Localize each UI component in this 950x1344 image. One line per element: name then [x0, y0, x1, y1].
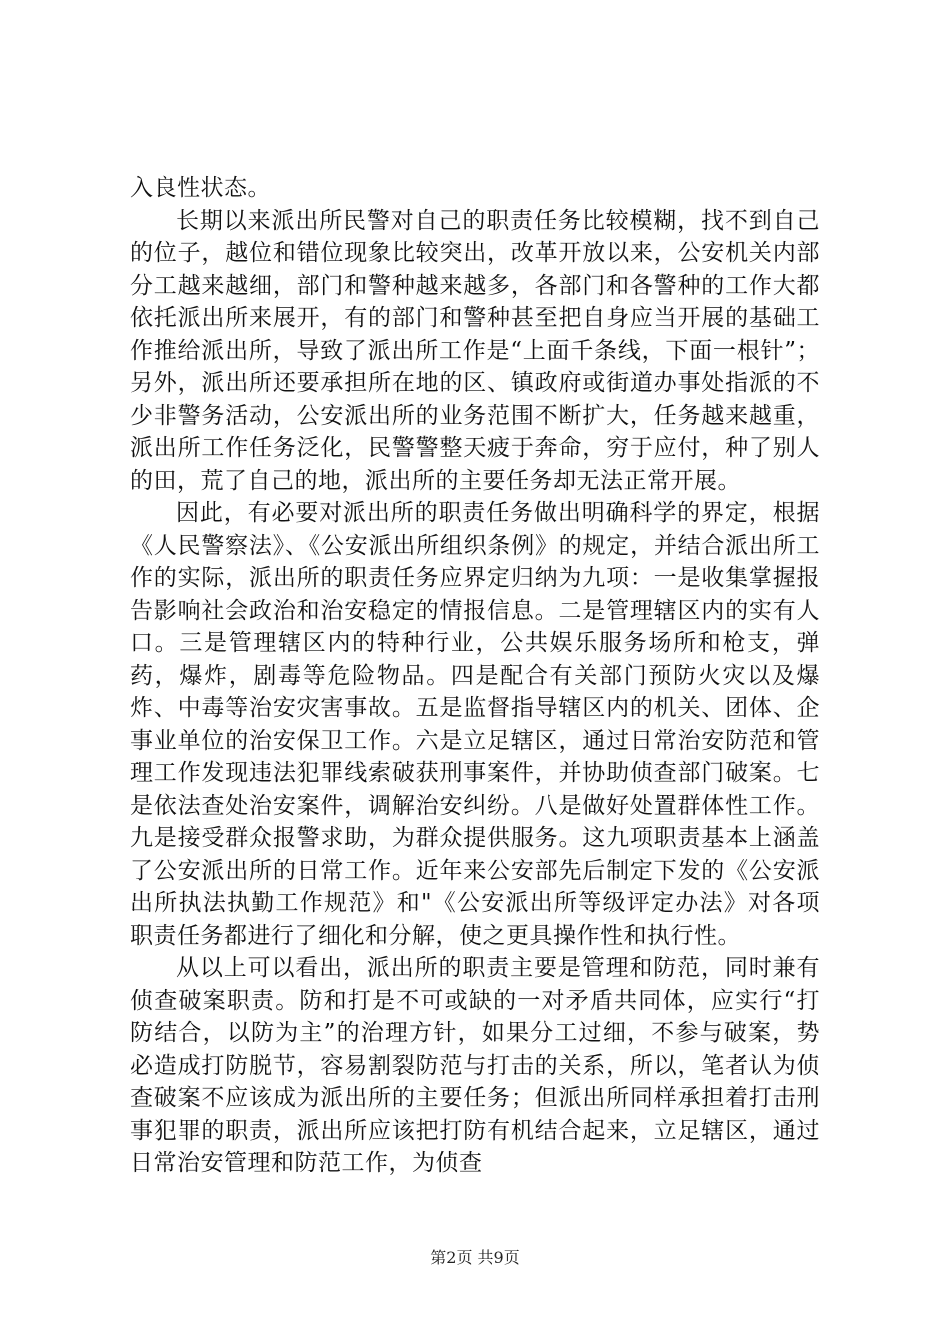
paragraph-prevention-and-investigation: 从以上可以看出，派出所的职责主要是管理和防范，同时兼有侦查破案职责。防和打是不可或缺的一对矛盾共同体，应实行“打防结合，以防为主”的治理方针，如果分工过细，不参与破案，势必造成打防脱节，容易割裂防范与打击的关系，所以，笔者认为侦查破案不应该成为派出所的主要任务；但派出所同样承担着打击刑事犯罪的职责，派出所应该把打防有机结合起来，立足辖区，通过日常治安管理和防范工作，为侦查	[130, 955, 820, 1176]
document-body	[130, 172, 820, 1180]
paragraph-continuation: 入良性状态。	[130, 175, 271, 201]
page-number-footer: 第2页 共9页	[430, 1248, 520, 1267]
paragraph-nine-duties: 因此，有必要对派出所的职责任务做出明确科学的界定，根据《人民警察法》、《公安派出所组织条例》的规定，并结合派出所工作的实际，派出所的职责任务应界定归纳为九项：一是收集掌握报告影响社会政治和治安稳定的情报信息。二是管理辖区内的实有人口。三是管理辖区内的特种行业，公共娱乐服务场所和枪支，弹药，爆炸，剧毒等危险物品。四是配合有关部门预防火灾以及爆炸、中毒等治安灾害事故。五是监督指导辖区内的机关、团体、企事业单位的治安保卫工作。六是立足辖区，通过日常治安防范和管理工作发现违法犯罪线索破获刑事案件，并协助侦查部门破案。七是依法查处治安案件，调解治安纠纷。八是做好处置群体性工作。九是接受群众报警求助，为群众提供服务。这九项职责基本上涵盖了公安派出所的日常工作。近年来公安部先后制定下发的《公安派出所执法执勤工作规范》和"《公安派出所等级评定办法》对各项职责任务都进行了细化和分解，使之更具操作性和执行性。	[130, 500, 820, 949]
paragraph-duty-confusion: 长期以来派出所民警对自己的职责任务比较模糊，找不到自己的位子，越位和错位现象比较突出，改革开放以来，公安机关内部分工越来越细，部门和警种越来越多，各部门和各警种的工作大都依托派出所来展开，有的部门和警种甚至把自身应当开展的基础工作推给派出所，导致了派出所工作是“上面千条线，下面一根针”；另外，派出所还要承担所在地的区、镇政府或街道办事处指派的不少非警务活动，公安派出所的业务范围不断扩大，任务越来越重，派出所工作任务泛化，民警警整天疲于奔命，穷于应付，种了别人的田，荒了自己的地，派出所的主要任务却无法正常开展。	[130, 207, 820, 494]
